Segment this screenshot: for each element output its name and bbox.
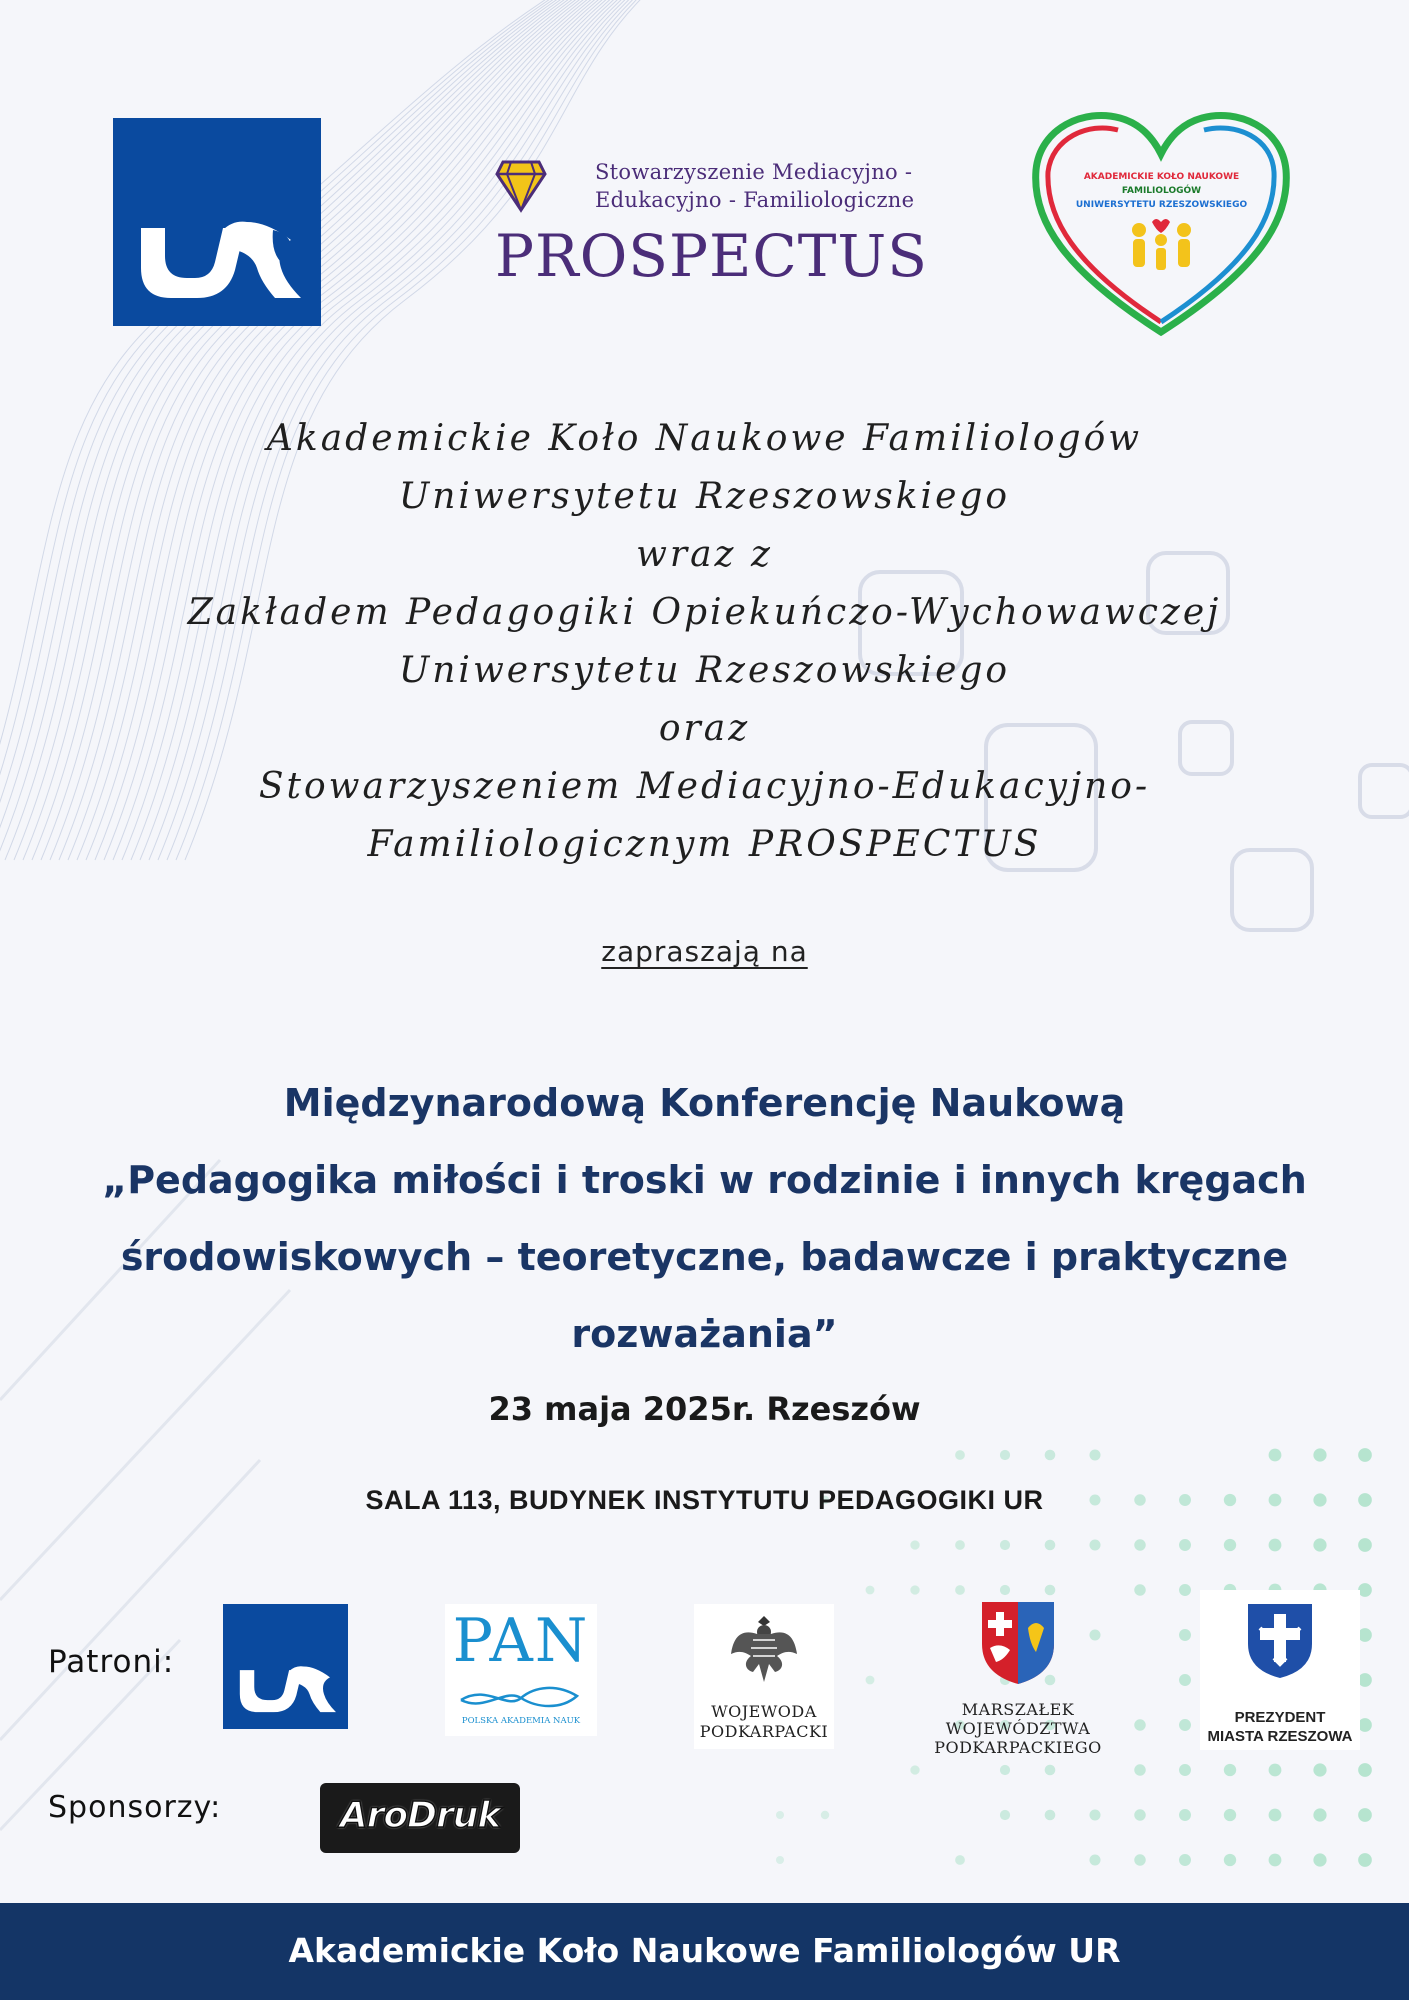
wojewoda-patron-logo [694, 1604, 834, 1749]
prospectus-name: PROSPECTUS [495, 222, 929, 290]
ur-monogram-icon [223, 1604, 348, 1729]
prospectus-logo [495, 150, 929, 290]
prezydent-caption-2: MIASTA RZESZOWA [1207, 1728, 1353, 1745]
prospectus-subtitle-2: Edukacyjno - Familiologiczne [595, 188, 915, 212]
pan-logo-text: PAN [452, 1606, 590, 1676]
conference-venue: SALA 113, BUDYNEK INSTYTUTU PEDAGOGIKI UR [365, 1485, 1044, 1515]
podkarpackie-coat-of-arms-icon [978, 1598, 1058, 1686]
organizer-line: Familiologicznym PROSPECTUS [367, 824, 1042, 865]
title-line: Międzynarodową Konferencję Naukową [283, 1081, 1126, 1125]
akn-familiologow-heart-logo [1024, 100, 1299, 345]
pan-patron-logo [445, 1604, 597, 1736]
heart-icon [1024, 100, 1299, 345]
title-line: rozważania” [571, 1312, 838, 1356]
heart-logo-line3: UNIWERSYTETU RZESZOWSKIEGO [1075, 200, 1248, 210]
organizer-line: oraz [658, 708, 751, 749]
polish-eagle-icon [729, 1610, 799, 1690]
prezydent-patron-logo [1200, 1590, 1360, 1750]
marszalek-caption-3: PODKARPACKIEGO [934, 1738, 1102, 1757]
marszalek-patron-logo [928, 1598, 1108, 1758]
infinity-swirl-icon [457, 1680, 585, 1714]
organizer-line: Stowarzyszeniem Mediacyjno-Edukacyjno- [258, 766, 1151, 807]
organizer-line: Uniwersytetu Rzeszowskiego [398, 650, 1011, 691]
heart-logo-line2: FAMILIOLOGÓW [1121, 186, 1202, 196]
marszalek-caption-2: WOJEWÓDZTWA [945, 1719, 1091, 1738]
invite-label: zapraszają na [601, 935, 808, 968]
footer-bar [0, 1903, 1409, 2000]
diamond-icon [495, 158, 547, 214]
conference-title [40, 1065, 1369, 1373]
heart-logo-line1: AKADEMICKIE KOŁO NAUKOWE [1083, 172, 1240, 182]
patrons-label: Patroni: [48, 1644, 175, 1680]
arodruk-sponsor-logo [320, 1783, 520, 1853]
title-line: środowiskowych – teoretyczne, badawcze i praktyczne [120, 1235, 1289, 1279]
ur-university-logo [113, 118, 321, 326]
footer-text: Akademickie Koło Naukowe Familiologów UR [288, 1931, 1121, 1970]
organizer-line: Akademickie Koło Naukowe Familiologów [266, 418, 1143, 459]
title-line: „Pedagogika miłości i troski w rodzinie i innych kręgach [102, 1158, 1307, 1202]
rzeszow-coat-of-arms-icon [1244, 1600, 1316, 1682]
organizer-line: Zakładem Pedagogiki Opiekuńczo-Wychowawczej [187, 592, 1222, 633]
organizers-block [0, 410, 1409, 874]
prospectus-subtitle-1: Stowarzyszenie Mediacyjno - [595, 160, 913, 184]
arodruk-logo-text: AroDruk [339, 1795, 501, 1836]
wojewoda-caption-1: WOJEWODA [711, 1702, 817, 1721]
sponsors-label: Sponsorzy: [48, 1790, 222, 1825]
ur-monogram-icon [113, 118, 321, 326]
invite-text [0, 935, 1409, 968]
organizer-line: Uniwersytetu Rzeszowskiego [398, 476, 1011, 517]
ur-patron-logo [223, 1604, 348, 1729]
prezydent-caption-1: PREZYDENT [1234, 1709, 1326, 1726]
conference-date: 23 maja 2025r. Rzeszów [488, 1390, 921, 1428]
wojewoda-caption-2: PODKARPACKI [699, 1722, 829, 1741]
pan-logo-subtitle: POLSKA AKADEMIA NAUK [461, 1716, 581, 1726]
marszalek-caption-1: MARSZAŁEK [961, 1700, 1075, 1719]
organizer-line: wraz z [636, 534, 773, 575]
